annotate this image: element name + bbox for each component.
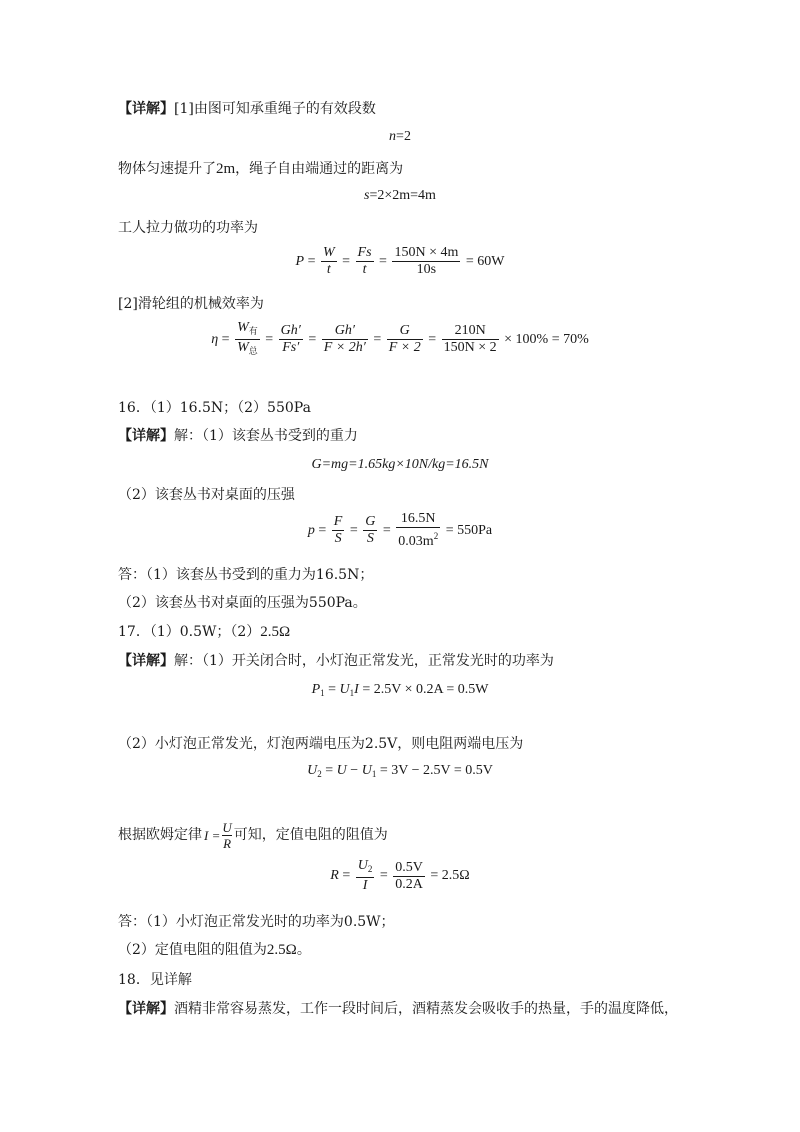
equation-gravity: G=mg=1.65kg×10N/kg=16.5N: [311, 457, 489, 472]
answer-16-2: （2）该套丛书对桌面的压强为550Pa。: [118, 595, 367, 611]
power-text: 工人拉力做功的功率为: [118, 220, 258, 236]
answer-17-1: 答：（1）小灯泡正常发光时的功率为0.5W；: [118, 914, 395, 930]
answer-17-2: （2）定值电阻的阻值为2.5Ω。: [118, 942, 311, 958]
equation-voltage: $U_2 = U - U_1 = 3V - 2.5V = 0.5V$: [307, 763, 493, 779]
detail-17-line1: 【详解】解：（1）开关闭合时，小灯泡正常发光，正常发光时的功率为: [118, 653, 554, 669]
voltage-text: （2）小灯泡正常发光，灯泡两端电压为2.5V，则电阻两端电压为: [118, 736, 524, 752]
heading-18: 18．见详解: [118, 972, 192, 988]
detail-16-line1: 【详解】解：（1）该套丛书受到的重力: [118, 428, 358, 444]
answer-16-1: 答：（1）该套丛书受到的重力为16.5N；: [118, 567, 374, 583]
equation-power: P = $\frac{W}{t}$ = $\frac{Fs}{t}$ = $\frac{150N \times 4m}{10s}$ = 60W: [295, 245, 505, 277]
equation-s: s=2×2m=4m: [364, 188, 436, 203]
equation-resistance: R = $\frac{U_2}{I}$ = $\frac{0.5V}{0.2A}$ = 2.5Ω: [330, 858, 470, 893]
equation-pressure: p = $\frac{F}{S}$ = $\frac{G}{S}$ = $\frac{16.5N}{0.03m^2}$ = 550Pa: [307, 511, 493, 549]
equation-n: n=2: [389, 129, 411, 144]
equation-efficiency: η = $\frac{W_有}{W_总}$ = $\frac{Gh'}{Fs'}$ = $\frac{Gh'}{F \times 2h'}$ = $\frac{G}{F \times 2}$ = $\frac{210N}{150N \times 2}$ × 100% = 70%: [211, 320, 589, 356]
ohm-text: 根据欧姆定律 I = $\frac{U}{R}$ 可知，定值电阻的阻值为: [118, 819, 388, 851]
detail-15-line1: 【详解】[1]由图可知承重绳子的有效段数: [118, 101, 376, 117]
pressure-text: （2）该套丛书对桌面的压强: [118, 487, 295, 503]
equation-power-bulb: $P_1 = U_1I = 2.5V \times 0.2A = 0.5W$: [311, 682, 489, 698]
efficiency-text: [2]滑轮组的机械效率为: [118, 296, 264, 312]
distance-text: 物体匀速提升了2m，绳子自由端通过的距离为: [118, 161, 404, 177]
detail-18-line1: 【详解】酒精非常容易蒸发，工作一段时间后，酒精蒸发会吸收手的热量，手的温度降低，: [118, 1001, 678, 1017]
heading-17: 17．（1）0.5W；（2）2.5Ω: [118, 624, 291, 640]
heading-16: 16．（1）16.5N；（2）550Pa: [118, 400, 311, 416]
